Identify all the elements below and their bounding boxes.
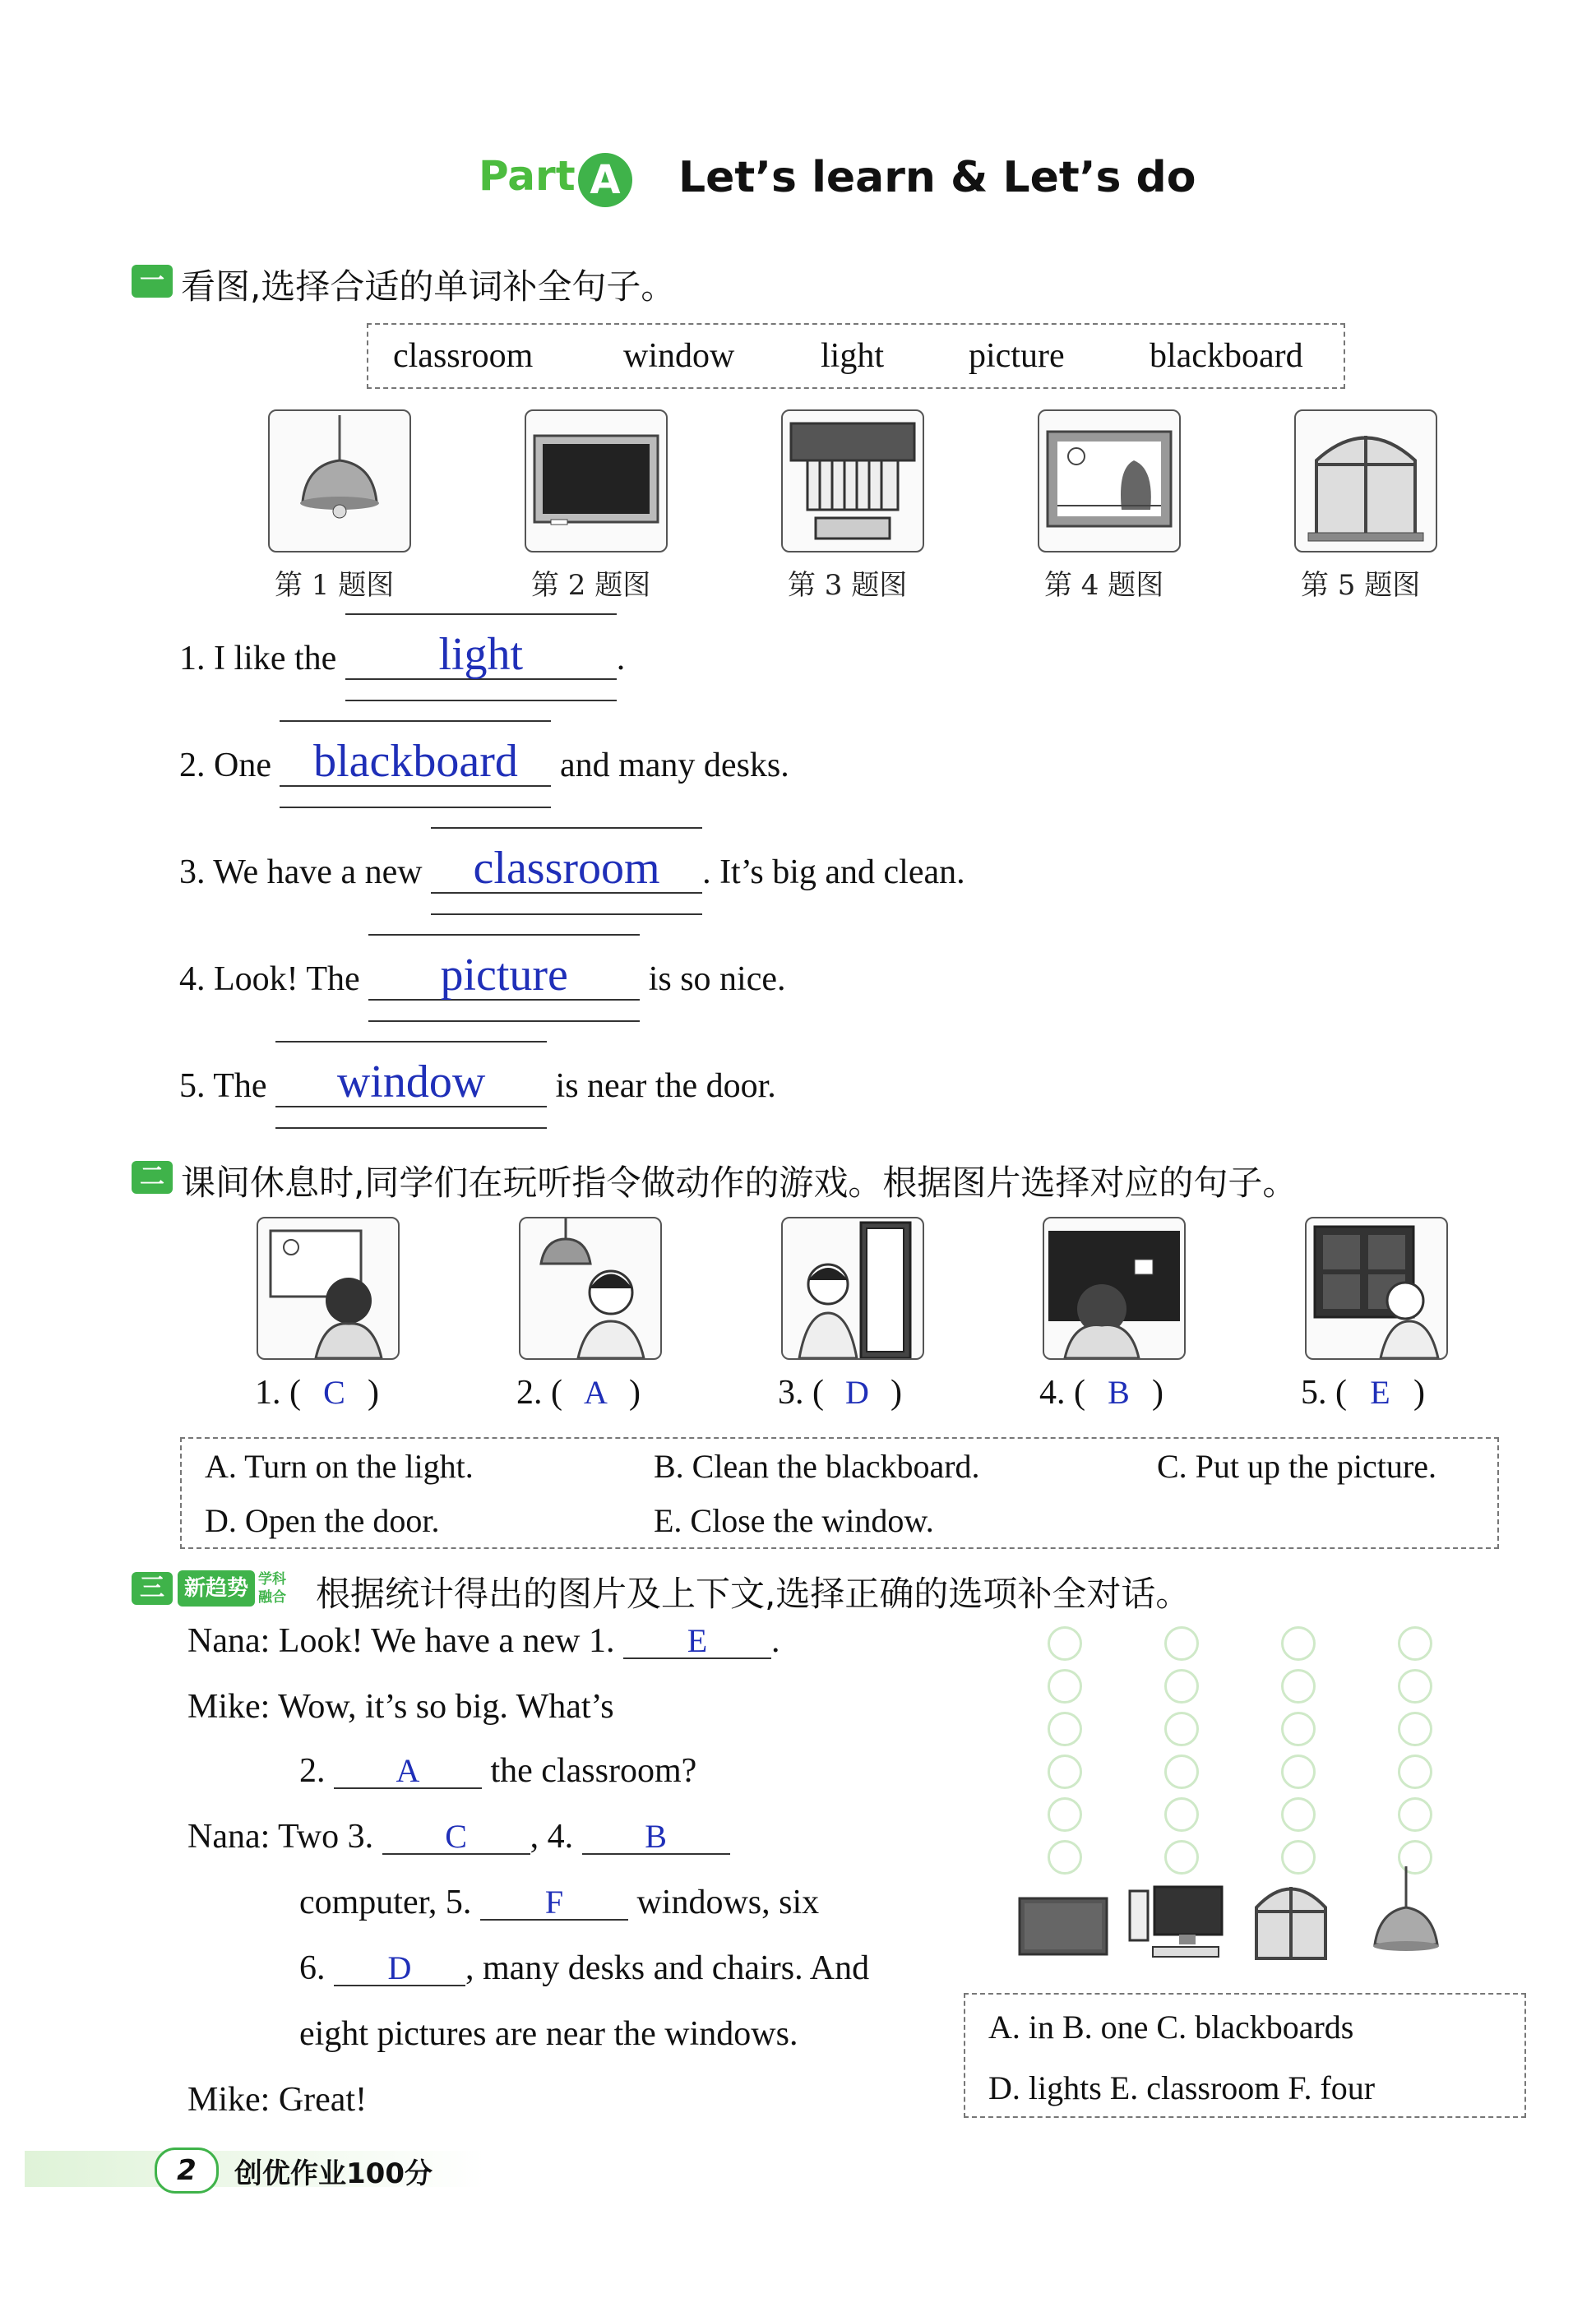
dialog-line	[187, 1687, 614, 1727]
tag-side-top: 学科	[258, 1571, 286, 1588]
option-row: D. lights E. classroom F. four	[988, 2069, 1376, 2106]
item-number: 1.	[255, 1374, 281, 1412]
answer-blank[interactable]	[431, 845, 702, 894]
speaker: Mike:	[187, 1688, 271, 1726]
tally-ring	[1281, 1626, 1316, 1661]
sentence-5	[179, 1056, 776, 1107]
item-1-answer: 1. ( C )	[255, 1374, 379, 1412]
dialog-text: Great!	[278, 2081, 368, 2119]
dialog-text: .	[771, 1622, 780, 1660]
handwritten-answer: classroom	[473, 843, 660, 894]
tally-ring	[1048, 1755, 1082, 1789]
item-number: 3.	[778, 1374, 804, 1412]
tally-ring	[1048, 1840, 1082, 1875]
option-item: C. Put up the picture.	[1157, 1448, 1436, 1485]
sentence-3	[179, 845, 965, 894]
item-3-answer: 3. ( D )	[778, 1374, 902, 1412]
handwritten-answer: light	[438, 629, 524, 680]
handwritten-answer: picture	[440, 950, 568, 1001]
dialog-line	[299, 1949, 869, 1988]
handwritten-answer: window	[336, 1056, 486, 1107]
sentence-text: and many desks.	[551, 747, 789, 784]
tally-ring	[1048, 1797, 1082, 1832]
handwritten-answer[interactable]: D	[845, 1374, 869, 1411]
handwritten-answer[interactable]: A	[584, 1374, 608, 1411]
tag-side-bottom: 融合	[258, 1589, 286, 1606]
options-box	[180, 1437, 1499, 1549]
section-2-badge: 二	[132, 1161, 173, 1194]
item-number: 5.	[1301, 1374, 1327, 1412]
book-title: 创优作业100分	[234, 2157, 433, 2190]
tally-ring	[1281, 1712, 1316, 1746]
option-item: B. Clean the blackboard.	[654, 1448, 980, 1485]
tally-ring	[1164, 1755, 1199, 1789]
tally-ring	[1398, 1669, 1432, 1704]
handwritten-answer: F	[544, 1884, 564, 1921]
part-letter-badge: A	[578, 153, 632, 207]
tally-ring	[1164, 1626, 1199, 1661]
sentence-2	[179, 738, 789, 787]
section-1-instruction: 看图,选择合适的单词补全句子。	[181, 266, 676, 307]
answer-blank[interactable]	[480, 1883, 628, 1921]
part-label: Part	[479, 152, 576, 200]
tally-ring	[1164, 1669, 1199, 1704]
tally-ring	[1164, 1797, 1199, 1832]
word-bank-item: window	[623, 337, 735, 375]
picture-caption: 第 3 题图	[788, 569, 908, 602]
boy-window-icon	[1305, 1217, 1448, 1360]
speaker: Mike:	[187, 2081, 271, 2119]
tally-ring	[1048, 1712, 1082, 1746]
answer-blank[interactable]	[275, 1056, 547, 1107]
handwritten-answer: C	[445, 1818, 467, 1855]
picture-caption: 第 2 题图	[531, 569, 651, 602]
sentence-text: 5. The	[179, 1067, 276, 1105]
blackboard-icon	[525, 409, 668, 552]
dialog-line	[299, 1883, 819, 1922]
handwritten-answer[interactable]: E	[1370, 1374, 1390, 1411]
classroom-building-icon	[781, 409, 924, 552]
item-number: 2.	[516, 1374, 543, 1412]
tally-ring	[1164, 1840, 1199, 1875]
item-number: 4.	[1039, 1374, 1066, 1412]
dialog-text: , many desks and chairs. And	[465, 1949, 870, 1987]
handwritten-answer: A	[396, 1752, 420, 1789]
trend-tag: 新趋势	[178, 1570, 255, 1607]
picture-caption: 第 1 题图	[275, 569, 395, 602]
window-icon	[1294, 409, 1437, 552]
sentence-4	[179, 952, 786, 1001]
boy-hanging-picture-icon	[257, 1217, 400, 1360]
trend-tag-side	[258, 1570, 286, 1607]
lamp-icon	[1365, 1866, 1447, 1965]
answer-blank[interactable]	[280, 738, 551, 787]
tally-ring	[1281, 1755, 1316, 1789]
answer-blank[interactable]	[345, 631, 617, 680]
sentence-text: 1. I like the	[179, 640, 345, 677]
tally-ring	[1398, 1797, 1432, 1832]
word-bank-item: light	[821, 337, 885, 375]
item-4-answer: 4. ( B )	[1039, 1374, 1163, 1412]
option-row: A. in B. one C. blackboards	[988, 2009, 1354, 2046]
dialog-text: , 4.	[530, 1818, 574, 1856]
dialog-text: 2.	[299, 1752, 326, 1790]
options-box	[964, 1993, 1526, 2118]
window-icon	[1250, 1875, 1332, 1965]
page-title: Let’s learn & Let’s do	[678, 153, 1196, 202]
word-bank-item: classroom	[393, 337, 534, 375]
dialog-line	[299, 1751, 696, 1791]
option-item: D. Open the door.	[205, 1502, 440, 1539]
sentence-text: 3. We have a new	[179, 853, 432, 891]
word-bank	[367, 323, 1345, 389]
sentence-text: 2. One	[179, 747, 280, 784]
tally-ring	[1281, 1669, 1316, 1704]
sentence-text: is near the door.	[547, 1067, 776, 1105]
tally-ring	[1398, 1626, 1432, 1661]
sentence-text: is so nice.	[640, 960, 786, 998]
answer-blank[interactable]	[334, 1949, 465, 1986]
sentence-text: .	[616, 640, 626, 677]
sentence-1	[179, 631, 625, 680]
handwritten-answer: D	[387, 1949, 412, 1986]
sentence-text: . It’s big and clean.	[702, 853, 965, 891]
dialog-text: computer, 5.	[299, 1884, 472, 1921]
dialog-line	[187, 1817, 730, 1856]
dialog-line	[187, 1621, 780, 1661]
answer-blank[interactable]	[582, 1817, 730, 1855]
framed-picture-icon	[1038, 409, 1181, 552]
dialog-line: eight pictures are near the windows.	[299, 2015, 798, 2053]
girl-door-icon	[781, 1217, 924, 1360]
picture-caption: 第 4 题图	[1044, 569, 1164, 602]
handwritten-answer: B	[645, 1818, 667, 1855]
tally-ring	[1048, 1626, 1082, 1661]
girl-lamp-icon	[519, 1217, 662, 1360]
option-item: A. Turn on the light.	[205, 1448, 474, 1485]
dialog-text: Wow, it’s so big. What’s	[278, 1688, 614, 1726]
sentence-text: 4. Look! The	[179, 960, 369, 998]
handwritten-answer: E	[687, 1622, 708, 1659]
tally-ring	[1048, 1669, 1082, 1704]
speaker: Nana:	[187, 1818, 271, 1856]
dialog-line	[187, 2080, 367, 2120]
tally-ring	[1398, 1712, 1432, 1746]
tally-ring	[1281, 1797, 1316, 1832]
picture-caption: 第 5 题图	[1301, 569, 1421, 602]
dialog-text: Two 3.	[278, 1818, 374, 1856]
word-bank-item: blackboard	[1150, 337, 1303, 375]
answer-blank[interactable]	[623, 1621, 771, 1659]
page-number: 2	[155, 2147, 219, 2194]
dialog-text: the classroom?	[490, 1752, 697, 1790]
answer-blank[interactable]	[334, 1751, 482, 1789]
item-5-answer: 5. ( E )	[1301, 1374, 1425, 1412]
section-3-badge: 三	[132, 1572, 173, 1605]
section-1-badge: 一	[132, 265, 173, 298]
tally-chart	[1036, 1626, 1464, 1865]
handwritten-answer[interactable]: B	[1108, 1374, 1130, 1411]
tally-ring	[1398, 1755, 1432, 1789]
dialog-text: Look! We have a new 1.	[278, 1622, 615, 1660]
speaker: Nana:	[187, 1622, 271, 1660]
dialog-text: windows, six	[636, 1884, 820, 1921]
computer-icon	[1128, 1883, 1227, 1965]
tally-ring	[1281, 1840, 1316, 1875]
section-3-instruction: 根据统计得出的图片及上下文,选择正确的选项补全对话。	[316, 1574, 1191, 1614]
blackboard-icon	[1018, 1894, 1108, 1960]
tally-ring	[1164, 1712, 1199, 1746]
boy-blackboard-icon	[1043, 1217, 1186, 1360]
answer-blank[interactable]	[368, 952, 640, 1001]
handwritten-answer: blackboard	[313, 736, 518, 787]
option-item: E. Close the window.	[654, 1502, 934, 1539]
dialog-text: 6.	[299, 1949, 326, 1987]
section-2-instruction: 课间休息时,同学们在玩听指令做动作的游戏。根据图片选择对应的句子。	[181, 1163, 1298, 1203]
answer-blank[interactable]	[382, 1817, 530, 1855]
item-2-answer: 2. ( A )	[516, 1374, 641, 1412]
word-bank-item: picture	[969, 337, 1065, 375]
handwritten-answer[interactable]: C	[323, 1374, 345, 1411]
hanging-lamp-icon	[268, 409, 411, 552]
